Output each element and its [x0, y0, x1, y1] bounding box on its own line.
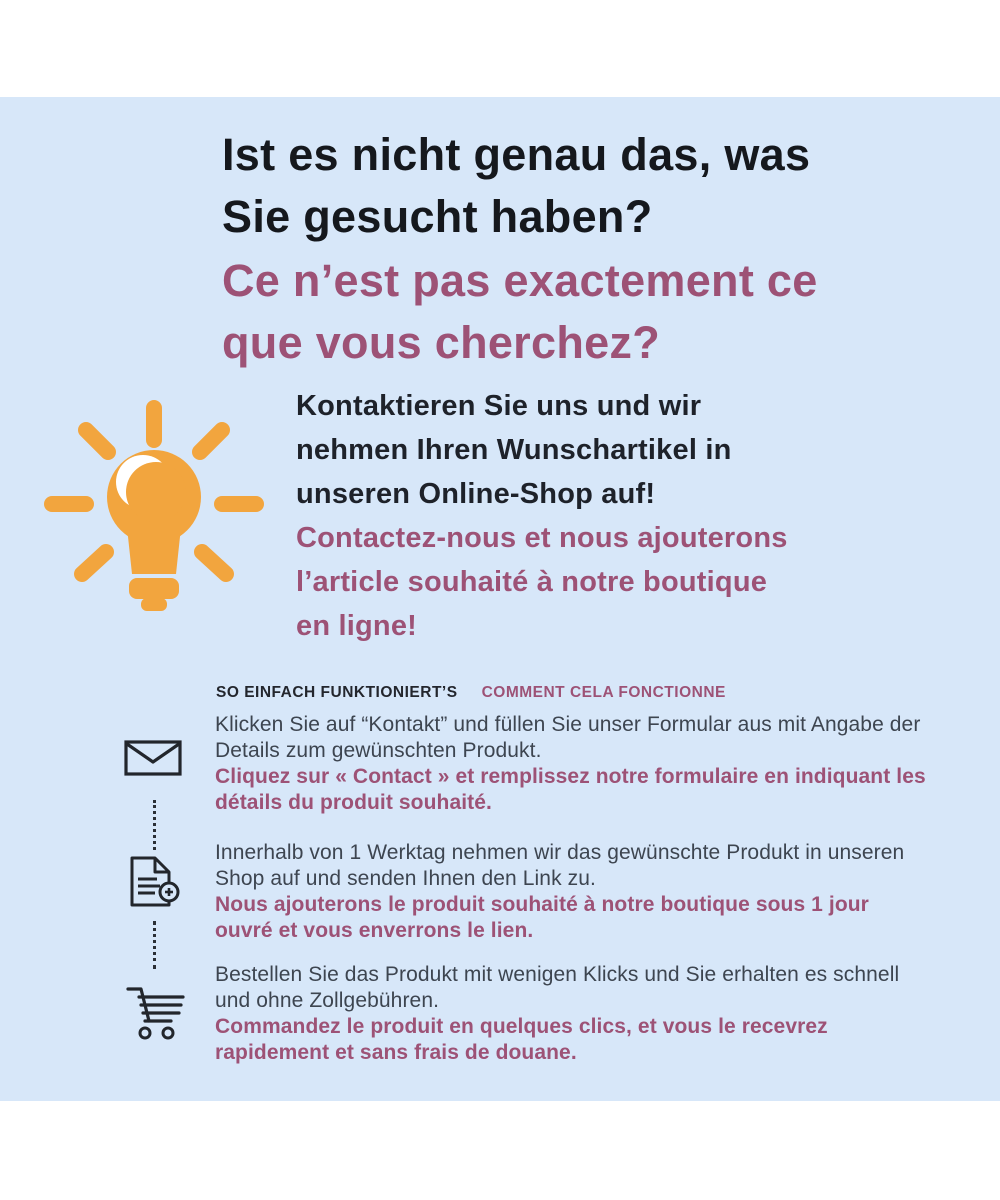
- lightbulb-icon: [42, 392, 274, 632]
- intro-text: [296, 384, 856, 648]
- intro-french-line-3: en ligne!: [296, 610, 418, 642]
- headline-german-line-1: Ist es nicht genau das, was: [222, 129, 811, 180]
- step-2-french: Nous ajouterons le produit souhaité à notre boutique sous 1 jour ouvré et vous enverrons le lien.: [215, 893, 869, 942]
- intro-french: [296, 516, 856, 648]
- intro-german-line-2: nehmen Ihren Wunschartikel in: [296, 434, 732, 466]
- step-3-german: Bestellen Sie das Produkt mit wenigen Klicks und Sie erhalten es schnell und ohne Zollgebühren.: [215, 963, 900, 1012]
- intro-german: [296, 384, 856, 516]
- headline-french-line-2: que vous cherchez?: [222, 317, 661, 368]
- headline-french: [222, 250, 922, 374]
- document-add-icon: [129, 856, 181, 910]
- step-3-french: Commandez le produit en quelques clics, et vous le recevrez rapidement et sans frais de douane.: [215, 1015, 828, 1064]
- how-it-works-title-french: COMMENT CELA FONCTIONNE: [481, 684, 726, 701]
- intro-french-line-1: Contactez-nous et nous ajouterons: [296, 522, 788, 554]
- envelope-icon: [124, 740, 182, 776]
- step-2: [215, 840, 931, 944]
- dotted-connector-2: [153, 921, 156, 969]
- intro-german-line-3: unseren Online-Shop auf!: [296, 478, 656, 510]
- step-1-french: Cliquez sur « Contact » et remplissez notre formulaire en indiquant les détails du produit souhaité.: [215, 765, 926, 814]
- step-1-german: Klicken Sie auf “Kontakt” und füllen Sie unser Formular aus mit Angabe der Details zum gewünschten Produkt.: [215, 713, 921, 762]
- step-1: [215, 712, 931, 816]
- headline-french-line-1: Ce n’est pas exactement ce: [222, 255, 818, 306]
- shopping-cart-icon: [121, 983, 187, 1041]
- dotted-connector-1: [153, 800, 156, 850]
- headline-german-line-2: Sie gesucht haben?: [222, 191, 653, 242]
- headline-german: [222, 124, 922, 248]
- how-it-works-title-german: SO EINFACH FUNKTIONIERT’S: [216, 684, 458, 701]
- intro-german-line-1: Kontaktieren Sie uns und wir: [296, 390, 702, 422]
- how-it-works-title: [216, 684, 726, 702]
- step-2-german: Innerhalb von 1 Werktag nehmen wir das gewünschte Produkt in unseren Shop auf und senden Ihnen den Link zu.: [215, 841, 905, 890]
- intro-french-line-2: l’article souhaité à notre boutique: [296, 566, 768, 598]
- headline: [222, 124, 922, 374]
- step-3: [215, 962, 931, 1066]
